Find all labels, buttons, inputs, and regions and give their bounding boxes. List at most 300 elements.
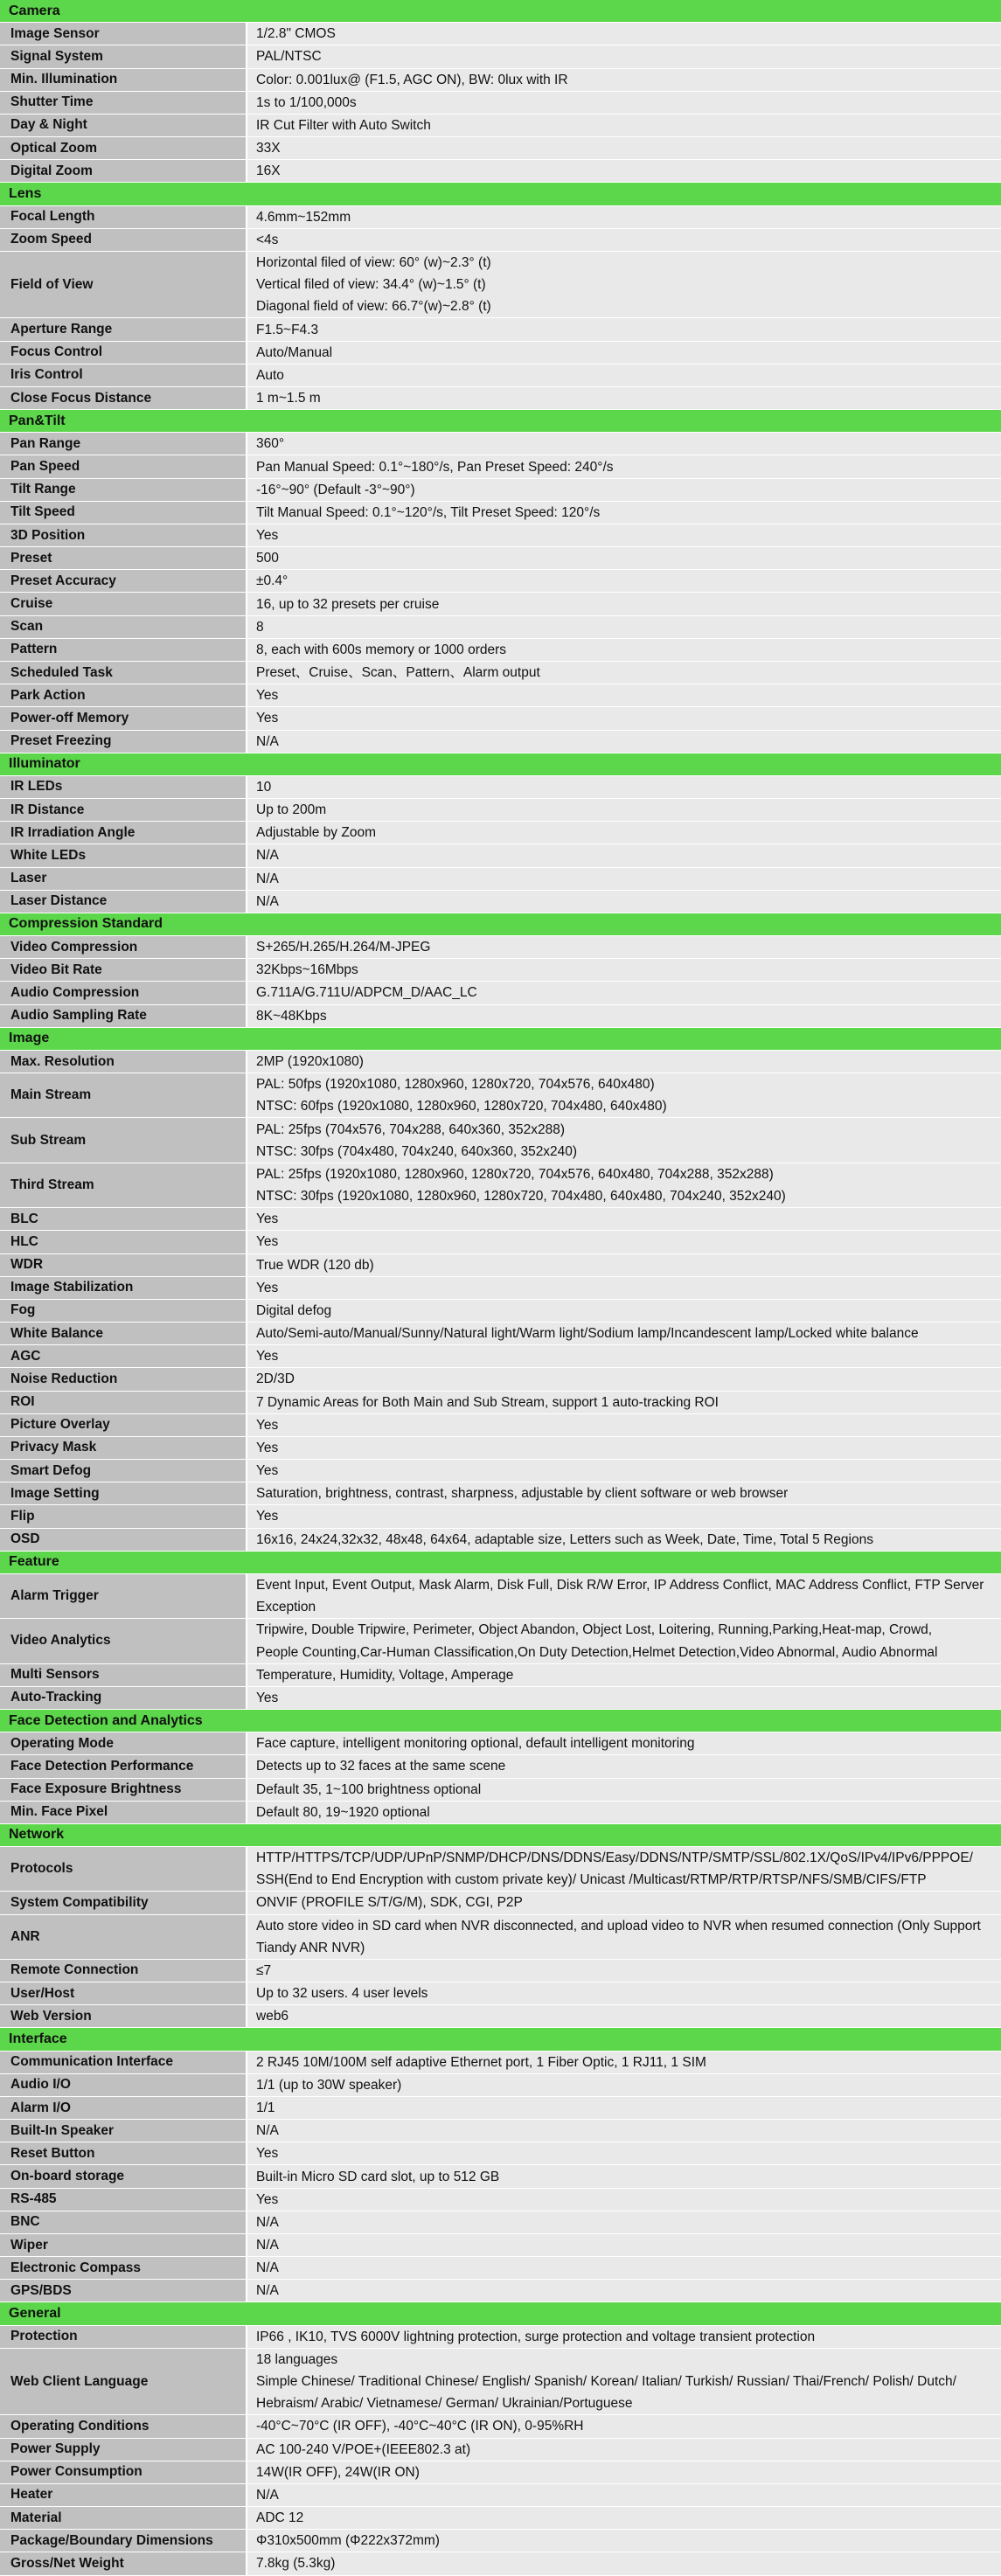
spec-value [247,1960,1001,1982]
spec-label: Image Sensor [0,23,247,45]
spec-row [0,547,1001,570]
spec-row [0,2189,1001,2211]
spec-value-line: 16x16, 24x24,32x32, 48x48, 64x64, adaptable size, Letters such as Week, Date, Time, Total 5 Regions [256,1531,873,1547]
spec-row [0,2142,1001,2165]
spec-label: Electronic Compass [0,2257,247,2279]
spec-value [247,936,1001,958]
spec-value [247,731,1001,753]
spec-row [0,1619,1001,1663]
spec-label: Digital Zoom [0,160,247,182]
spec-value-line: Yes [256,1280,279,1295]
spec-value-line: 16, up to 32 presets per cruise [256,596,440,612]
spec-value [247,2552,1001,2574]
spec-value-line: S+265/H.265/H.264/M-JPEG [256,940,431,955]
spec-label: Alarm Trigger [0,1574,247,1618]
spec-label: Preset Accuracy [0,570,247,592]
spec-row [0,662,1001,684]
spec-value-line: N/A [256,871,279,886]
spec-value-line: -40°C~70°C (IR OFF), -40°C~40°C (IR ON), 0-95%RH [256,2419,584,2434]
spec-label: Noise Reduction [0,1368,247,1390]
spec-value-line: Event Input, Event Output, Mask Alarm, Disk Full, Disk R/W Error, IP Address Conflict, MAC Address Conflict, FTP Server [256,1578,984,1594]
spec-value-line: Digital defog [256,1302,332,1318]
spec-row [0,1982,1001,2005]
spec-label: On-board storage [0,2165,247,2187]
spec-row [0,365,1001,387]
section-header [0,1710,1001,1732]
spec-label: IR Irradiation Angle [0,822,247,844]
spec-value [247,365,1001,386]
spec-row [0,2052,1001,2074]
section-title: General [9,2306,61,2322]
spec-value [247,524,1001,546]
spec-value-line: Yes [256,1690,279,1705]
spec-label: Signal System [0,45,247,67]
spec-label: Power Supply [0,2439,247,2461]
spec-value-line: 33X [256,141,281,156]
spec-row [0,2211,1001,2234]
spec-value-line: Default 80, 19~1920 optional [256,1804,430,1820]
spec-label: Close Focus Distance [0,387,247,409]
spec-row [0,524,1001,547]
spec-label: System Compatibility [0,1892,247,1913]
spec-row [0,1574,1001,1619]
spec-label: Pan Speed [0,455,247,477]
spec-value-line: Yes [256,1509,279,1524]
spec-value-line: PAL/NTSC [256,49,322,65]
spec-label: Web Client Language [0,2349,247,2415]
spec-label: Video Compression [0,936,247,958]
spec-value [247,2234,1001,2256]
spec-value [247,2349,1001,2415]
spec-value-line: Yes [256,2146,279,2162]
spec-value [247,799,1001,821]
spec-row [0,1802,1001,1824]
spec-value [247,1005,1001,1027]
spec-value-line: <4s [256,232,279,247]
spec-label: Alarm I/O [0,2097,247,2119]
spec-value-line: N/A [256,2214,279,2230]
spec-value-line: N/A [256,2238,279,2253]
spec-value-line: NTSC: 30fps (1920x1080, 1280x960, 1280x720, 704x480, 640x480, 704x240, 352x240) [256,1189,786,1205]
spec-value [247,433,1001,455]
spec-value [247,2484,1001,2506]
spec-value-line: PAL: 25fps (704x576, 704x288, 640x360, 352x288) [256,1121,566,1137]
section-title: Pan&Tilt [9,413,66,428]
spec-label: Focal Length [0,206,247,228]
spec-row [0,1779,1001,1802]
spec-value-line: Auto [256,367,284,383]
spec-label: Min. Illumination [0,69,247,91]
spec-row [0,1345,1001,1368]
spec-row [0,1254,1001,1277]
spec-value-line: Adjustable by Zoom [256,825,376,841]
spec-value [247,1231,1001,1253]
spec-row [0,479,1001,502]
spec-label: Scan [0,616,247,638]
spec-row [0,433,1001,455]
spec-value-line: Exception [256,1600,316,1615]
spec-value-line: Yes [256,1212,279,1227]
spec-value-line: 1s to 1/100,000s [256,94,357,110]
spec-row [0,252,1001,319]
spec-row [0,318,1001,341]
spec-value [247,1300,1001,1322]
section-header [0,2028,1001,2051]
spec-label: Tilt Range [0,479,247,501]
spec-value-line: Color: 0.001lux@ (F1.5, AGC ON), BW: 0lux with IR [256,72,568,87]
spec-label: Video Analytics [0,1619,247,1663]
spec-label: Laser [0,868,247,890]
spec-row [0,868,1001,891]
spec-value [247,1482,1001,1504]
spec-row [0,2349,1001,2416]
spec-row [0,1915,1001,1960]
spec-row [0,502,1001,524]
spec-label: ROI [0,1392,247,1413]
spec-row [0,982,1001,1004]
spec-value-line: IP66 , IK10, TVS 6000V lightning protection, surge protection and voltage transient protection [256,2329,816,2344]
spec-row [0,1005,1001,1028]
spec-row [0,1323,1001,1345]
spec-value [247,776,1001,798]
spec-value-line: People Counting,Car-Human Classification,On Duty Detection,Helmet Detection,Video Abnormal, Audio Abnormal [256,1644,938,1660]
spec-value-line: N/A [256,2487,279,2503]
spec-value [247,1892,1001,1913]
spec-value-line: N/A [256,733,279,749]
spec-value-line: Default 35, 1~100 brightness optional [256,1781,482,1797]
section-title: Image [9,1031,50,1046]
section-title: Face Detection and Analytics [9,1712,203,1728]
spec-label: GPS/BDS [0,2280,247,2302]
spec-label: Remote Connection [0,1960,247,1982]
spec-row [0,387,1001,410]
spec-value [247,1847,1001,1891]
spec-label: Flip [0,1505,247,1527]
spec-value-line: Auto store video in SD card when NVR disconnected, and upload video to NVR when resumed connection (Only Support [256,1918,981,1934]
spec-value-line: 2D/3D [256,1371,295,1387]
spec-row [0,731,1001,753]
spec-row [0,707,1001,730]
spec-value-line: Φ310x500mm (Φ222x372mm) [256,2533,440,2549]
spec-label: Image Setting [0,1482,247,1504]
spec-value [247,2530,1001,2552]
spec-value [247,160,1001,182]
spec-value [247,387,1001,409]
section-header [0,753,1001,776]
spec-row [0,1277,1001,1300]
spec-value-line: 32Kbps~16Mbps [256,962,358,978]
spec-value [247,822,1001,844]
spec-value [247,1208,1001,1230]
spec-value-line: 10 [256,779,272,795]
spec-value-line: Auto/Manual [256,344,333,360]
spec-row [0,45,1001,68]
spec-row [0,822,1001,844]
spec-row [0,1529,1001,1552]
spec-row [0,891,1001,913]
spec-row [0,936,1001,959]
spec-row [0,593,1001,615]
spec-value-line: PAL: 50fps (1920x1080, 1280x960, 1280x720, 704x576, 640x480) [256,1077,655,1093]
spec-value-line: Tiandy ANR NVR) [256,1940,365,1955]
spec-value [247,479,1001,501]
spec-label: Cruise [0,593,247,614]
spec-value-line: N/A [256,2260,279,2276]
spec-row [0,2461,1001,2484]
spec-row [0,2326,1001,2349]
spec-label: Pan Range [0,433,247,455]
spec-row [0,1482,1001,1505]
spec-label: Third Stream [0,1163,247,1207]
spec-value [247,115,1001,136]
spec-value-line: Yes [256,1349,279,1364]
spec-label: Sub Stream [0,1118,247,1162]
spec-value [247,69,1001,91]
spec-row [0,639,1001,662]
spec-label: Focus Control [0,342,247,364]
spec-value-line: 360° [256,436,285,452]
spec-label: HLC [0,1231,247,1253]
section-header [0,1824,1001,1847]
spec-value [247,1779,1001,1801]
spec-value-line: ≤7 [256,1962,272,1978]
section-title: Illuminator [9,756,80,772]
spec-label: Shutter Time [0,92,247,114]
section-header [0,410,1001,433]
spec-label: Field of View [0,252,247,318]
spec-value [247,45,1001,67]
spec-label: White LEDs [0,844,247,866]
spec-value [247,662,1001,684]
spec-row [0,2415,1001,2438]
spec-label: Audio I/O [0,2074,247,2096]
spec-label: AGC [0,1345,247,1367]
spec-row [0,2234,1001,2257]
spec-value-line: Horizontal filed of view: 60° (w)~2.3° (t) [256,255,491,271]
spec-value [247,547,1001,569]
spec-value-line: PAL: 25fps (1920x1080, 1280x960, 1280x720, 704x576, 640x480, 704x288, 352x288) [256,1166,774,1182]
spec-value-line: Up to 200m [256,802,327,818]
spec-label: Communication Interface [0,2052,247,2073]
spec-value [247,502,1001,524]
spec-row [0,2280,1001,2302]
spec-value [247,2165,1001,2187]
section-header [0,183,1001,205]
spec-label: Face Exposure Brightness [0,1779,247,1801]
spec-row [0,1847,1001,1892]
spec-row [0,1300,1001,1323]
spec-label: Built-In Speaker [0,2120,247,2142]
spec-row [0,2005,1001,2028]
spec-value-line: N/A [256,893,279,909]
spec-label: Power Consumption [0,2461,247,2483]
spec-row [0,2507,1001,2530]
spec-value [247,92,1001,114]
section-header [0,2302,1001,2325]
spec-row [0,844,1001,867]
spec-row [0,2120,1001,2142]
spec-value [247,229,1001,251]
spec-label: User/Host [0,1982,247,2004]
spec-value [247,23,1001,45]
spec-row [0,1368,1001,1391]
spec-value-line: AC 100-240 V/POE+(IEEE802.3 at) [256,2441,471,2457]
spec-value-line: SSH(End to End Encryption with custom private key)/ Unicast /Multicast/RTMP/RTP/RTSP/NFS/SMB/CIFS/FTP [256,1872,927,1888]
spec-value-line: 2MP (1920x1080) [256,1054,364,1069]
spec-value [247,1460,1001,1482]
spec-value-line: 8 [256,619,264,635]
spec-label: Power-off Memory [0,707,247,729]
spec-value-line: Simple Chinese/ Traditional Chinese/ English/ Spanish/ Korean/ Italian/ Turkish/ Russian/ Thai/French/ Polish/ Dutch/ [256,2374,956,2390]
spec-value [247,2120,1001,2142]
spec-value-line: NTSC: 30fps (704x480, 704x240, 640x360, 352x240) [256,1143,578,1159]
spec-row [0,1505,1001,1528]
spec-label: Main Stream [0,1073,247,1117]
spec-value-line: Yes [256,528,279,544]
spec-value-line: Diagonal field of view: 66.7°(w)~2.8° (t) [256,299,491,315]
spec-value-line: Yes [256,2191,279,2207]
spec-value-line: 4.6mm~152mm [256,209,351,225]
spec-label: OSD [0,1529,247,1551]
spec-value [247,1323,1001,1344]
spec-value-line: 1 m~1.5 m [256,391,321,406]
spec-label: 3D Position [0,524,247,546]
spec-row [0,959,1001,982]
spec-value [247,593,1001,614]
spec-row [0,799,1001,822]
spec-label: Web Version [0,2005,247,2027]
spec-value [247,1619,1001,1663]
spec-value-line: F1.5~F4.3 [256,322,319,337]
spec-value [247,455,1001,477]
spec-value-line: Vertical filed of view: 34.4° (w)~1.5° (t) [256,277,486,293]
spec-row [0,684,1001,707]
spec-row [0,1073,1001,1118]
section-title: Feature [9,1554,59,1570]
section-header [0,1028,1001,1051]
spec-value [247,1392,1001,1413]
spec-label: Laser Distance [0,891,247,913]
spec-row [0,2165,1001,2188]
spec-value [247,1437,1001,1459]
spec-label: Picture Overlay [0,1414,247,1436]
spec-value-line: Face capture, intelligent monitoring optional, default intelligent monitoring [256,1736,695,1752]
spec-row [0,1755,1001,1778]
spec-value [247,1254,1001,1276]
spec-value-line: IR Cut Filter with Auto Switch [256,117,431,133]
spec-label: Protocols [0,1847,247,1891]
spec-value-line: Yes [256,1417,279,1433]
spec-row [0,1208,1001,1231]
spec-label: Operating Conditions [0,2415,247,2437]
spec-label: Zoom Speed [0,229,247,251]
spec-value [247,2052,1001,2073]
spec-value-line: 14W(IR OFF), 24W(IR ON) [256,2464,420,2480]
spec-row [0,1231,1001,1253]
spec-value [247,707,1001,729]
spec-label: Reset Button [0,2142,247,2164]
spec-value-line: Yes [256,688,279,704]
spec-value [247,252,1001,318]
spec-value-line: Yes [256,1463,279,1479]
spec-value [247,844,1001,866]
spec-label: Scheduled Task [0,662,247,684]
spec-value [247,2074,1001,2096]
spec-value [247,1732,1001,1754]
spec-value [247,2211,1001,2233]
spec-value-line: Preset、Cruise、Scan、Pattern、Alarm output [256,665,540,681]
spec-value-line: ONVIF (PROFILE S/T/G/M), SDK, CGI, P2P [256,1895,523,1911]
spec-value-line: N/A [256,2283,279,2299]
spec-label: Iris Control [0,365,247,386]
spec-row [0,2484,1001,2507]
spec-label: Material [0,2507,247,2529]
spec-value-line: True WDR (120 db) [256,1257,374,1273]
spec-value [247,2439,1001,2461]
spec-label: White Balance [0,1323,247,1344]
spec-value [247,1414,1001,1436]
spec-value [247,1163,1001,1207]
spec-label: Tilt Speed [0,502,247,524]
spec-row [0,1163,1001,1208]
spec-row [0,206,1001,229]
spec-label: Face Detection Performance [0,1755,247,1777]
spec-value [247,1051,1001,1073]
spec-value [247,2461,1001,2483]
spec-value [247,2005,1001,2027]
spec-value [247,2142,1001,2164]
spec-row [0,2530,1001,2552]
spec-value-line: 18 languages [256,2351,338,2367]
spec-label: Package/Boundary Dimensions [0,2530,247,2552]
section-title: Interface [9,2031,67,2046]
spec-value [247,570,1001,592]
spec-value [247,1982,1001,2004]
spec-label: RS-485 [0,2189,247,2211]
spec-value [247,639,1001,661]
spec-label: Pattern [0,639,247,661]
spec-value-line: Tripwire, Double Tripwire, Perimeter, Object Abandon, Object Lost, Loitering, Running,Parking,Heat-map, Crowd, [256,1622,933,1638]
spec-row [0,1892,1001,1914]
spec-value-line: ADC 12 [256,2510,304,2526]
spec-value [247,868,1001,890]
spec-row [0,776,1001,799]
spec-value-line: NTSC: 60fps (1920x1080, 1280x960, 1280x720, 704x480, 640x480) [256,1099,667,1114]
spec-value-line: 2 RJ45 10M/100M self adaptive Ethernet port, 1 Fiber Optic, 1 RJ11, 1 SIM [256,2054,706,2070]
spec-value [247,1687,1001,1709]
spec-value [247,137,1001,159]
spec-value-line: 8K~48Kbps [256,1008,327,1024]
spec-label: Audio Sampling Rate [0,1005,247,1027]
spec-label: Gross/Net Weight [0,2552,247,2574]
spec-row [0,23,1001,45]
spec-label: Aperture Range [0,318,247,340]
spec-value [247,1915,1001,1959]
spec-value [247,2507,1001,2529]
section-title: Camera [9,3,60,18]
spec-value [247,1368,1001,1390]
spec-row [0,2257,1001,2280]
spec-value-line: 1/1 (up to 30W speaker) [256,2077,402,2093]
spec-value [247,1505,1001,1527]
spec-label: Day & Night [0,115,247,136]
spec-row [0,229,1001,252]
spec-row [0,1960,1001,1982]
spec-row [0,1437,1001,1460]
spec-value [247,2097,1001,2119]
spec-value [247,684,1001,706]
spec-value [247,1574,1001,1618]
